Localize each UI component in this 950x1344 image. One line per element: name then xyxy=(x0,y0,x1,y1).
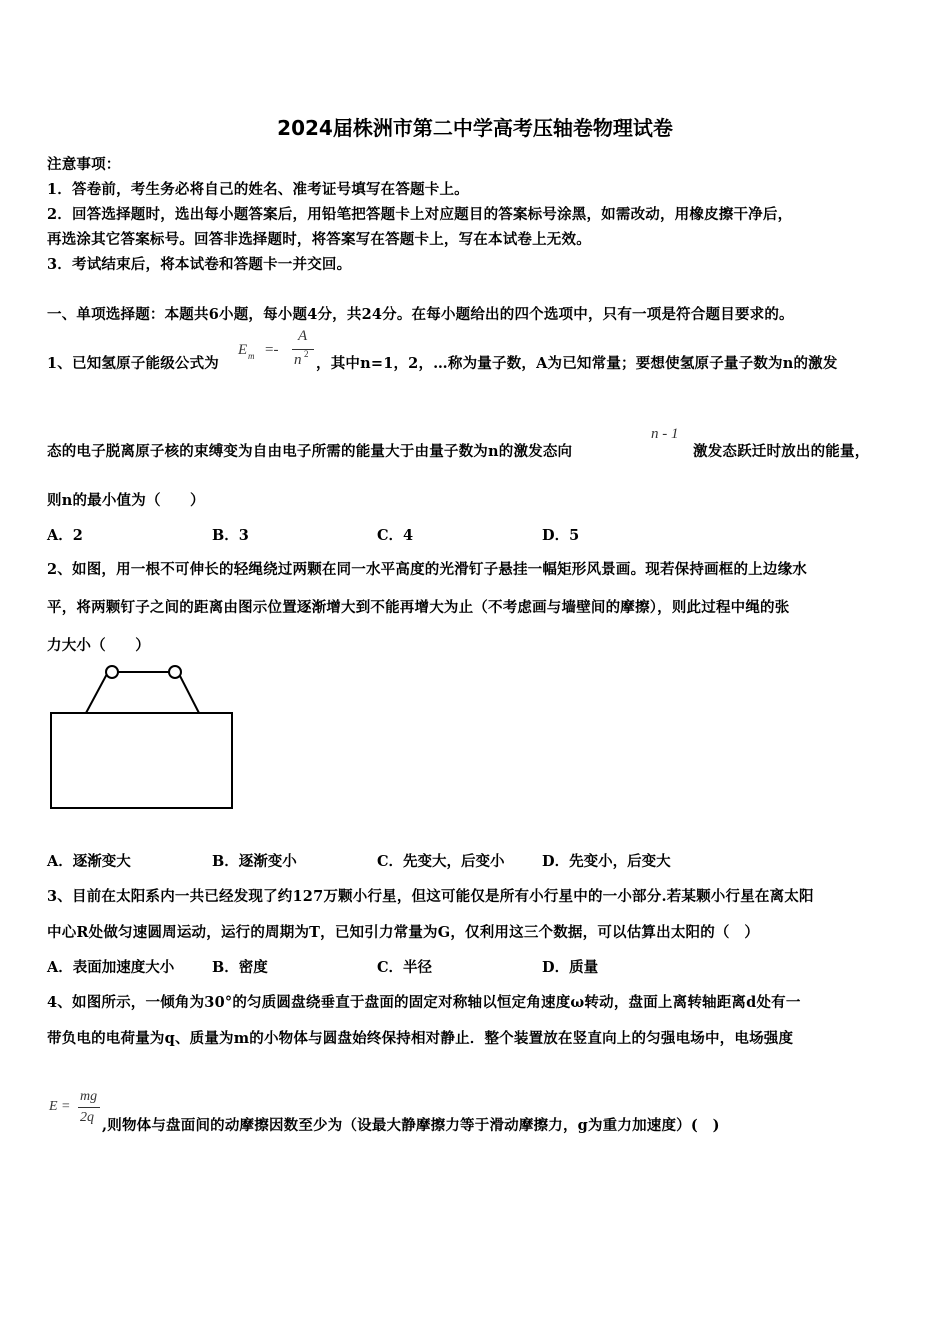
q4-text-line: 4、如图所示，一倾角为30°的匀质圆盘绕垂直于盘面的固定对称轴以恒定角速度ω转动，盘面上离转轴距离d处有一 xyxy=(47,994,801,1011)
formula-den: 2q xyxy=(80,1110,94,1125)
q2-option-a: A．逐渐变大 xyxy=(47,853,131,870)
q2-option-c: C．先变大，后变小 xyxy=(377,853,505,870)
q1-option-d: D．5 xyxy=(542,527,580,544)
q2-text-line: 平，将两颗钉子之间的距离由图示位置逐渐增大到不能再增大为止（不考虑画与墙壁间的摩擦），则此过程中绳的张 xyxy=(47,599,790,616)
q2-text-line: 2、如图，用一根不可伸长的轻绳绕过两颗在同一水平高度的光滑钉子悬挂一幅矩形风景画。现若保持画框的上边缘水 xyxy=(47,561,807,578)
notice-item: 1．答卷前，考生务必将自己的姓名、准考证号填写在答题卡上。 xyxy=(47,181,469,198)
q1-text-line3: 则n的最小值为（ ） xyxy=(47,492,205,509)
q1-text-pre: 1、已知氢原子能级公式为 xyxy=(47,355,219,372)
picture-frame xyxy=(51,713,232,808)
q1-option-a: A．2 xyxy=(47,527,83,544)
notice-heading: 注意事项： xyxy=(47,156,121,173)
q2-text-line: 力大小（ ） xyxy=(47,637,150,654)
q1-option-c: C．4 xyxy=(377,527,414,544)
q2-option-b: B．逐渐变小 xyxy=(212,853,297,870)
q3-option-a: A．表面加速度大小 xyxy=(47,959,175,976)
notice-item: 2．回答选择题时，选出每小题答案后，用铅笔把答题卡上对应题目的答案标号涂黑，如需改动，用橡皮擦干净后， xyxy=(47,206,793,223)
q1-text-line2-post: 激发态跃迁时放出的能量， xyxy=(693,443,870,460)
q1-formula-n-minus-1: n - 1 xyxy=(651,426,679,442)
formula-den: n xyxy=(294,352,302,368)
q1-option-b: B．3 xyxy=(212,527,249,544)
nail-right xyxy=(169,666,181,678)
q3-text-line: 3、目前在太阳系内一共已经发现了约127万颗小行星，但这可能仅是所有小行星中的一小部分.若某颗小行星在离太阳 xyxy=(47,888,814,905)
q3-text-line: 中心R处做匀速圆周运动，运行的周期为T，已知引力常量为G，仅利用这三个数据，可以估算出太阳的（ ） xyxy=(47,924,760,941)
rope xyxy=(86,672,199,713)
q3-option-c: C．半径 xyxy=(377,959,433,976)
page-title: 2024届株洲市第二中学高考压轴卷物理试卷 xyxy=(277,116,673,140)
formula-sub: m xyxy=(248,351,255,361)
formula-eq: =- xyxy=(265,342,279,358)
formula-lhs: E xyxy=(238,342,248,358)
fraction-bar xyxy=(292,349,314,350)
notice-item: 3．考试结束后，将本试卷和答题卡一并交回。 xyxy=(47,256,352,273)
section-heading: 一、单项选择题：本题共6小题，每小题4分，共24分。在每小题给出的四个选项中，只有一项是符合题目要求的。 xyxy=(47,306,794,323)
formula-num: mg xyxy=(80,1089,98,1104)
q4-text-post: ,则物体与盘面间的动摩擦因数至少为（设最大静摩擦力等于滑动摩擦力，g为重力加速度）( ) xyxy=(102,1117,720,1134)
q1-text-line2: 态的电子脱离原子核的束缚变为自由电子所需的能量大于由量子数为n的激发态向 xyxy=(47,443,573,460)
q3-option-d: D．质量 xyxy=(542,959,599,976)
nail-left xyxy=(106,666,118,678)
picture-frame-diagram xyxy=(44,660,240,812)
formula-lhs: E = xyxy=(49,1099,71,1114)
q4-text-line: 带负电的电荷量为q、质量为m的小物体与圆盘始终保持相对静止．整个装置放在竖直向上的匀强电场中，电场强度 xyxy=(47,1030,794,1047)
formula-exp: 2 xyxy=(304,349,309,359)
formula-num: A xyxy=(298,328,308,344)
fraction-bar xyxy=(78,1107,100,1108)
q1-text-post: ，其中n=1，2，…称为量子数，A为已知常量；要想使氢原子量子数为n的激发 xyxy=(316,355,838,372)
notice-item: 再选涂其它答案标号。回答非选择题时，将答案写在答题卡上，写在本试卷上无效。 xyxy=(47,231,591,248)
q3-option-b: B．密度 xyxy=(212,959,268,976)
q2-option-d: D．先变小，后变大 xyxy=(542,853,671,870)
